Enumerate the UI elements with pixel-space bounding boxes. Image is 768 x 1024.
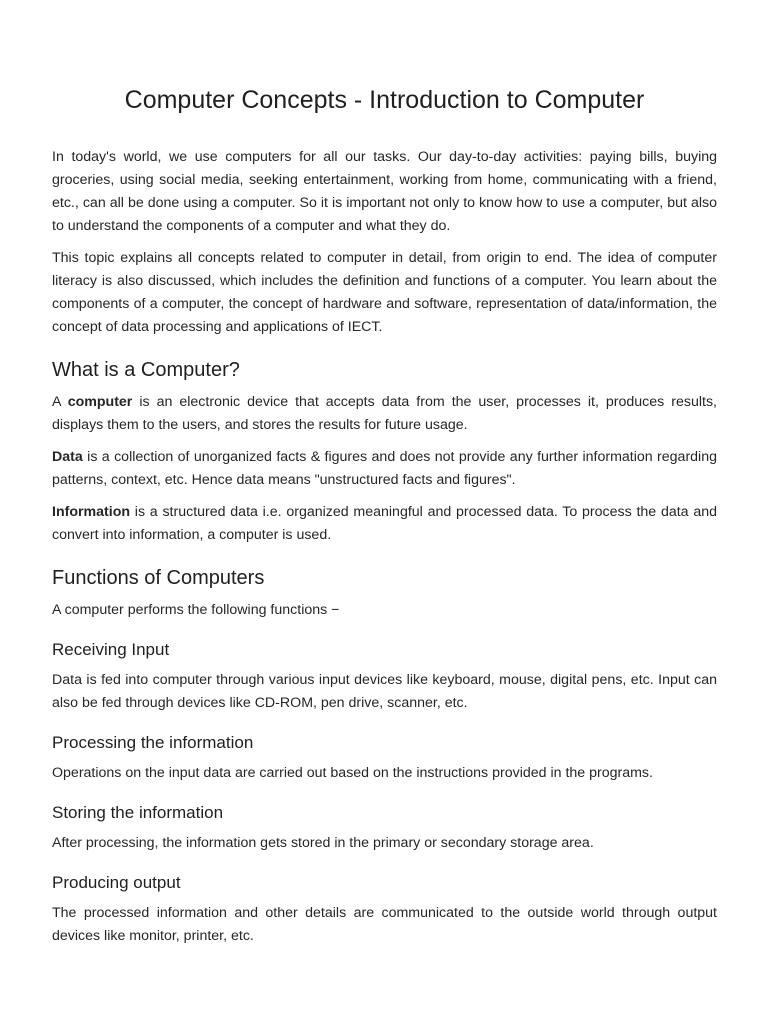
function-heading-storing: Storing the information [52,803,224,822]
function-text-output: The processed information and other details are communicated to the outside world through output devices like monitor, printer, etc. [52,905,717,944]
function-heading-receiving-input: Receiving Input [52,640,170,659]
data-definition [52,446,717,492]
function-heading-output: Producing output [52,873,181,892]
information-term: Information [52,504,131,520]
computer-term: computer [67,394,133,410]
intro-paragraph-1: In today's world, we use computers for all our tasks. Our day-to-day activities: paying bills, buying groceries, using social media, seeking entertainment, working from home, communicating with a friend, etc., can all be done using a computer. So it is important not only to know how to use a computer, but also to understand the components of a computer and what they do. [52,149,717,234]
intro-paragraph-2: This topic explains all concepts related to computer in detail, from origin to end. The idea of computer literacy is also discussed, which includes the definition and functions of a computer. You learn about the components of a computer, the concept of hardware and software, representation of data/information, the concept of data processing and applications of IECT. [52,250,717,335]
function-text-processing: Operations on the input data are carried out based on the instructions provided in the programs. [52,765,653,781]
function-text-storing: After processing, the information gets stored in the primary or secondary storage area. [52,835,594,851]
information-definition [52,501,717,547]
section-heading-functions: Functions of Computers [52,567,265,589]
data-definition-text: is a collection of unorganized facts & figures and does not provide any further information regarding patterns, context, etc. Hence data means "unstructured facts and figures". [52,449,717,488]
section-heading-what-is-computer: What is a Computer? [52,359,240,381]
function-text-receiving-input: Data is fed into computer through various input devices like keyboard, mouse, digital pens, etc. Input can also be fed through devices like CD-ROM, pen drive, scanner, etc. [52,672,717,711]
information-definition-text: is a structured data i.e. organized meaningful and processed data. To process the data and convert into information, a computer is used. [52,504,717,543]
function-heading-processing: Processing the information [52,733,254,752]
page-title: Computer Concepts - Introduction to Computer [124,86,645,114]
functions-lead: A computer performs the following functions − [52,602,340,618]
computer-definition-prefix: A [52,394,68,410]
computer-definition-text: is an electronic device that accepts data from the user, processes it, produces results, displays them to the users, and stores the results for future usage. [52,394,717,433]
data-term: Data [52,449,83,465]
computer-definition [52,391,717,437]
